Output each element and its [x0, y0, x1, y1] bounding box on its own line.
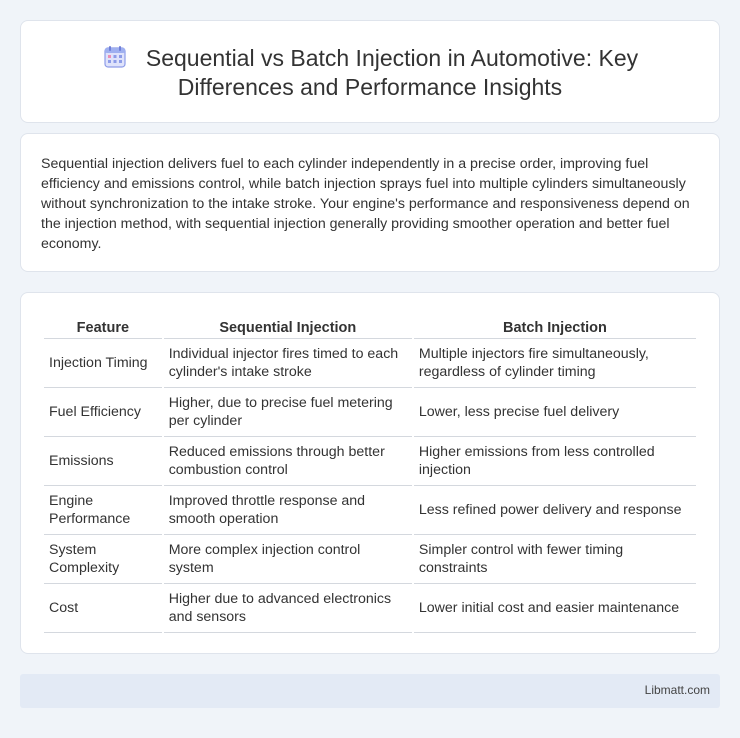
- row-sequential: Reduced emissions through better combustion control: [164, 437, 412, 486]
- table-row: [44, 437, 696, 486]
- row-sequential: Individual injector fires timed to each cylinder's intake stroke: [164, 339, 412, 388]
- table-row: [44, 339, 696, 388]
- calendar-icon: [102, 44, 128, 70]
- title-card: [20, 20, 720, 123]
- row-feature: System Complexity: [44, 535, 162, 584]
- row-batch: Simpler control with fewer timing constraints: [414, 535, 696, 584]
- title-line-2: Differences and Performance Insights: [177, 74, 563, 100]
- row-feature: Emissions: [44, 437, 162, 486]
- row-sequential: Higher due to advanced electronics and sensors: [164, 584, 412, 633]
- page-title: [21, 44, 719, 102]
- intro-paragraph: Sequential injection delivers fuel to each cylinder independently in a precise order, improving fuel efficiency and emissions control, while batch injection sprays fuel into multiple cylinders simultaneously without synchronization to the intake stroke. Your engine's performance and responsiveness depend on the injection method, with sequential injection generally providing smoother operation and better fuel economy.: [41, 156, 690, 252]
- header-feature: Feature: [44, 315, 162, 339]
- row-batch: Less refined power delivery and response: [414, 486, 696, 535]
- comparison-table: [42, 315, 698, 633]
- row-feature: Engine Performance: [44, 486, 162, 535]
- footer-site-link[interactable]: Libmatt.com: [644, 683, 710, 697]
- table-header-row: [44, 315, 696, 339]
- row-feature: Fuel Efficiency: [44, 388, 162, 437]
- table-row: [44, 584, 696, 633]
- row-sequential: More complex injection control system: [164, 535, 412, 584]
- row-batch: Higher emissions from less controlled injection: [414, 437, 696, 486]
- footer-bar: [20, 674, 720, 708]
- title-line-1: Sequential vs Batch Injection in Automotive: Key: [145, 45, 639, 71]
- table-row: [44, 388, 696, 437]
- header-batch: Batch Injection: [414, 315, 696, 339]
- row-sequential: Improved throttle response and smooth operation: [164, 486, 412, 535]
- comparison-card: [20, 292, 720, 654]
- table-row: [44, 535, 696, 584]
- row-feature: Injection Timing: [44, 339, 162, 388]
- header-sequential: Sequential Injection: [164, 315, 412, 339]
- row-sequential: Higher, due to precise fuel metering per cylinder: [164, 388, 412, 437]
- intro-card: [20, 133, 720, 272]
- table-row: [44, 486, 696, 535]
- row-batch: Lower, less precise fuel delivery: [414, 388, 696, 437]
- row-feature: Cost: [44, 584, 162, 633]
- row-batch: Lower initial cost and easier maintenance: [414, 584, 696, 633]
- row-batch: Multiple injectors fire simultaneously, regardless of cylinder timing: [414, 339, 696, 388]
